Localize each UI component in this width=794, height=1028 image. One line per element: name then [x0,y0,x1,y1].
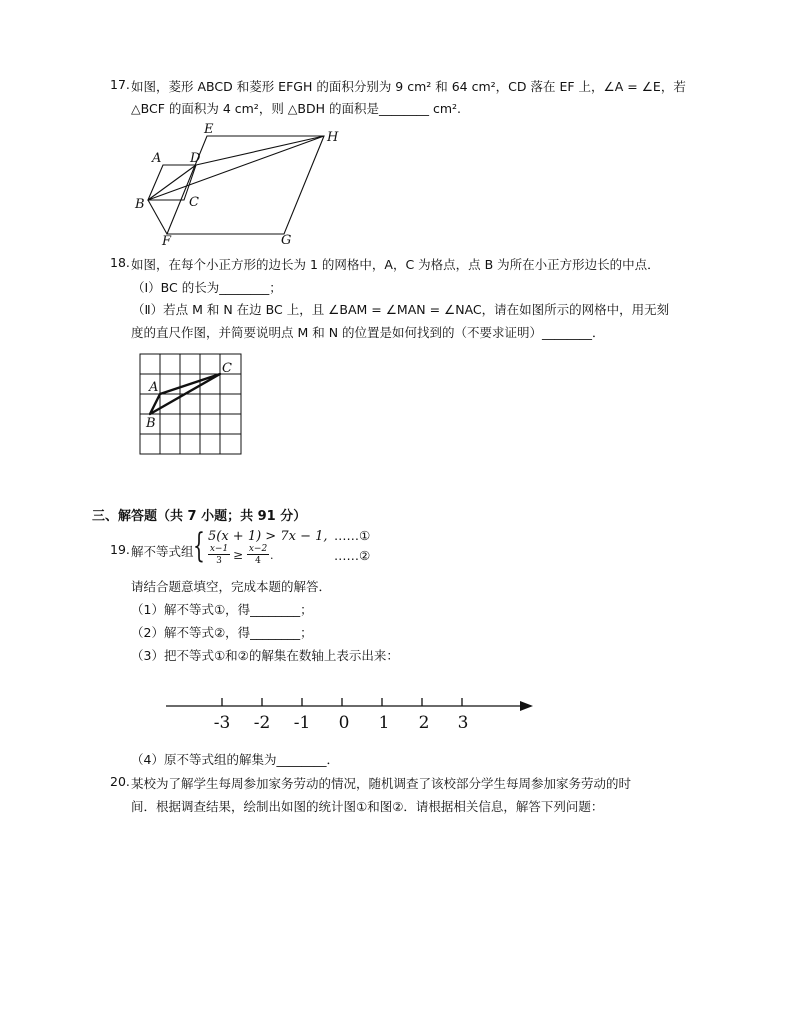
q17-label-D: D [190,151,201,166]
q18-number: 18. [110,255,130,270]
q19-frac-right-numerator: x−2 [248,544,268,554]
q18-label-A: A [149,380,159,395]
section3-title: 三、解答题（共 7 小题；共 91 分） [92,509,307,524]
q17-text-line1: 如图，菱形 ABCD 和菱形 EFGH 的面积分别为 9 cm² 和 64 cm²，CD 落在 EF 上，∠A = ∠E，若 [131,79,686,94]
q19-mark2: ……② [334,548,371,563]
q17-label-E: E [204,122,214,137]
number-line-tick-label: 0 [338,713,350,733]
q17-label-F: F [162,234,172,249]
q17-label-C: C [189,195,199,210]
number-line-tick-label: 2 [418,713,430,733]
q17-label-G: G [281,233,292,248]
q17-number: 17. [110,77,130,92]
q19-period: . [270,549,274,562]
number-line-tick-label: -2 [253,713,271,733]
q19-frac-left-numerator: x−1 [209,544,229,554]
number-line-tick-label: -1 [293,713,311,733]
number-line-tick-label: 1 [378,713,390,733]
q19-geq-sign: ≥ [233,548,244,562]
q20-number: 20. [110,774,130,789]
q19-number: 19. [110,542,130,557]
q18-label-B: B [146,416,156,431]
q18-label-C: C [222,361,232,376]
q19-inequality1: 5(x + 1) > 7x − 1, [208,529,328,544]
q19-step3: （3）把不等式①和②的解集在数轴上表示出来： [131,648,399,663]
q19-frac-right-denominator: 4 [255,556,261,566]
q18-text-line1: 如图，在每个小正方形的边长为 1 的网格中，A，C 为格点，点 B 为所在小正方形边长的中点． [131,257,660,272]
q20-text-line2: 间．根据调查结果，绘制出如图的统计图①和图②．请根据相关信息，解答下列问题： [131,799,604,814]
q19-prefix: 解不等式组 [131,544,194,559]
number-line-tick-label: 3 [457,713,469,733]
q19-system-brace: { [193,526,205,566]
q18-part1: （Ⅰ）BC 的长为________； [132,280,282,295]
q19-mark1: ……① [334,528,371,543]
q19-frac-left-denominator: 3 [216,556,222,566]
q19-instruction: 请结合题意填空，完成本题的解答． [131,579,332,594]
q17-label-A: A [152,151,162,166]
q17-label-B: B [135,197,145,212]
q20-text-line1: 某校为了解学生每周参加家务劳动的情况，随机调查了该校部分学生每周参加家务劳动的时 [131,776,632,791]
q18-part2-line1: （Ⅱ）若点 M 和 N 在边 BC 上，且 ∠BAM = ∠MAN = ∠NAC，请在如图所示的网格中，用无刻 [132,302,670,317]
q19-step1: （1）解不等式①，得________； [131,602,313,617]
q17-label-H: H [327,130,339,145]
q17-text-line2: △BCF 的面积为 4 cm²，则 △BDH 的面积是________ cm². [131,101,461,116]
q19-step2: （2）解不等式②，得________； [131,625,313,640]
q18-part2-line2: 度的直尺作图，并简要说明点 M 和 N 的位置是如何找到的（不要求证明）________． [131,325,605,340]
number-line-tick-label: -3 [213,713,231,733]
q19-step4: （4）原不等式组的解集为________． [131,752,339,767]
